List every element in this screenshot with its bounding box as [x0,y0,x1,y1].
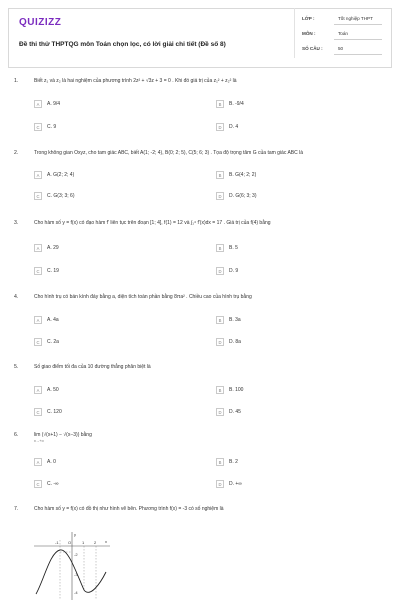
option-text: B. 5 [229,245,238,251]
label-1: 1 [82,540,85,545]
count-underline [334,54,382,55]
option-letter-box: B [216,100,224,108]
option-text: C. G(3; 3; 6) [47,193,75,199]
option-c[interactable] [34,265,59,277]
subject-value: Toán [338,31,348,36]
option-text: A. 9/4 [47,101,61,107]
option-c[interactable] [34,336,59,348]
option-letter-box: B [216,316,224,324]
count-label: SỐ CÂU : [302,46,323,51]
label-y: y [74,532,76,537]
option-text: B. 100 [229,387,244,393]
option-d[interactable] [216,336,241,348]
option-b[interactable] [216,456,238,468]
option-text: C. 9 [47,124,57,130]
label-2: 2 [94,540,97,545]
question-number: 3. [14,220,19,226]
option-text: A. 50 [47,387,59,393]
class-label: LỚP : [302,16,315,21]
option-a[interactable] [34,242,59,254]
option-c[interactable] [34,121,56,133]
option-text: D. +∞ [229,481,242,487]
option-text: D. 9 [229,268,239,274]
option-letter-box: D [216,408,224,416]
question-number: 5. [14,364,19,370]
option-text: A. 0 [47,459,56,465]
option-letter-box: B [216,171,224,179]
option-text: D. G(6; 3; 3) [229,193,257,199]
limit-subscript: x→+∞ [34,439,45,443]
option-b[interactable] [216,98,244,110]
option-letter-box: A [34,458,42,466]
option-letter-box: D [216,480,224,488]
class-underline [334,24,382,25]
option-b[interactable] [216,384,243,396]
option-d[interactable] [216,190,257,202]
option-b[interactable] [216,314,241,326]
option-text: D. 45 [229,409,241,415]
question-number: 6. [14,432,19,438]
question-number: 2. [14,150,19,156]
option-b[interactable] [216,169,256,181]
option-text: B. -9/4 [229,101,244,107]
option-a[interactable] [34,456,56,468]
option-letter-box: B [216,244,224,252]
count-value: 50 [338,46,344,51]
header-divider [294,8,295,58]
curve [36,550,106,594]
option-text: A. 29 [47,245,59,251]
option-a[interactable] [34,98,60,110]
subject-underline [334,39,382,40]
option-text: B. 2 [229,459,238,465]
quizizz-logo: QUIZIZZ [19,17,62,28]
option-c[interactable] [34,478,59,490]
option-c[interactable] [34,190,75,202]
label-neg4: -4 [74,590,78,595]
question-text: Biết z₁ và z₂ là hai nghiệm của phương trình 2z² + √3z + 3 = 0 . Khi đó giá trị của z₁² + z₂² là [34,78,237,84]
class-value: Tốt nghiệp THPT [338,16,373,21]
option-letter-box: A [34,316,42,324]
label-neg2: -2 [74,552,78,557]
label-origin: O [68,540,72,545]
option-letter-box: A [34,171,42,179]
option-text: C. -∞ [47,481,59,487]
option-c[interactable] [34,406,62,418]
option-text: C. 2a [47,339,59,345]
option-text: A. 4a [47,317,59,323]
option-letter-box: A [34,100,42,108]
question-text: Cho hàm số y = f(x) có đạo hàm f' liên tục trên đoạn [1; 4], f(1) = 12 và ∫₁⁴ f'(x)dx = 17 . Giá trị của f(4) bằng [34,220,271,226]
question-text: lim (√(x+1) − √(x−3)) bằng [34,432,92,438]
option-letter-box: C [34,123,42,131]
option-letter-box: C [34,408,42,416]
option-letter-box: D [216,123,224,131]
option-text: A. G(2; 2; 4) [47,172,75,178]
option-letter-box: D [216,267,224,275]
label-neg1: -1 [55,540,59,545]
option-letter-box: B [216,386,224,394]
option-text: B. G(4; 2; 2) [229,172,257,178]
option-letter-box: B [216,458,224,466]
question-text: Cho hình trụ có bán kính đáy bằng a, diện tích toàn phần bằng 8πa² . Chiều cao của hình trụ bằng [34,294,252,300]
question-text: Cho hàm số y = f(x) có đồ thị như hình vẽ bên. Phương trình f(x) = -3 có số nghiệm là [34,506,224,512]
option-a[interactable] [34,169,74,181]
option-d[interactable] [216,406,241,418]
option-d[interactable] [216,121,238,133]
document-title: Đề thi thử THPTQG môn Toán chọn lọc, có lời giải chi tiết (Đề số 8) [19,41,226,48]
option-d[interactable] [216,265,238,277]
option-letter-box: A [34,244,42,252]
option-d[interactable] [216,478,242,490]
option-text: C. 120 [47,409,62,415]
label-x: x [105,539,107,544]
option-text: D. 4 [229,124,239,130]
option-letter-box: A [34,386,42,394]
function-graph [34,532,110,600]
option-letter-box: C [34,267,42,275]
option-text: C. 19 [47,268,59,274]
option-a[interactable] [34,314,59,326]
question-text: Trong không gian Oxyz, cho tam giác ABC, biết A(1; -2; 4), B(0; 2; 5), C(5; 6; 3) . Tọa độ trọng tâm G của tam giác ABC là [34,150,304,156]
subject-label: MÔN : [302,31,316,36]
option-b[interactable] [216,242,238,254]
option-letter-box: C [34,338,42,346]
option-letter-box: C [34,480,42,488]
worksheet-header [8,8,392,68]
question-number: 7. [14,506,19,512]
question-text: Số giao điểm tối đa của 10 đường thẳng phân biệt là [34,364,151,370]
option-text: D. 8a [229,339,241,345]
option-a[interactable] [34,384,59,396]
option-letter-box: D [216,192,224,200]
option-letter-box: C [34,192,42,200]
question-number: 4. [14,294,19,300]
label-neg3: -3 [74,572,78,577]
option-letter-box: D [216,338,224,346]
question-number: 1. [14,78,19,84]
option-text: B. 3a [229,317,241,323]
